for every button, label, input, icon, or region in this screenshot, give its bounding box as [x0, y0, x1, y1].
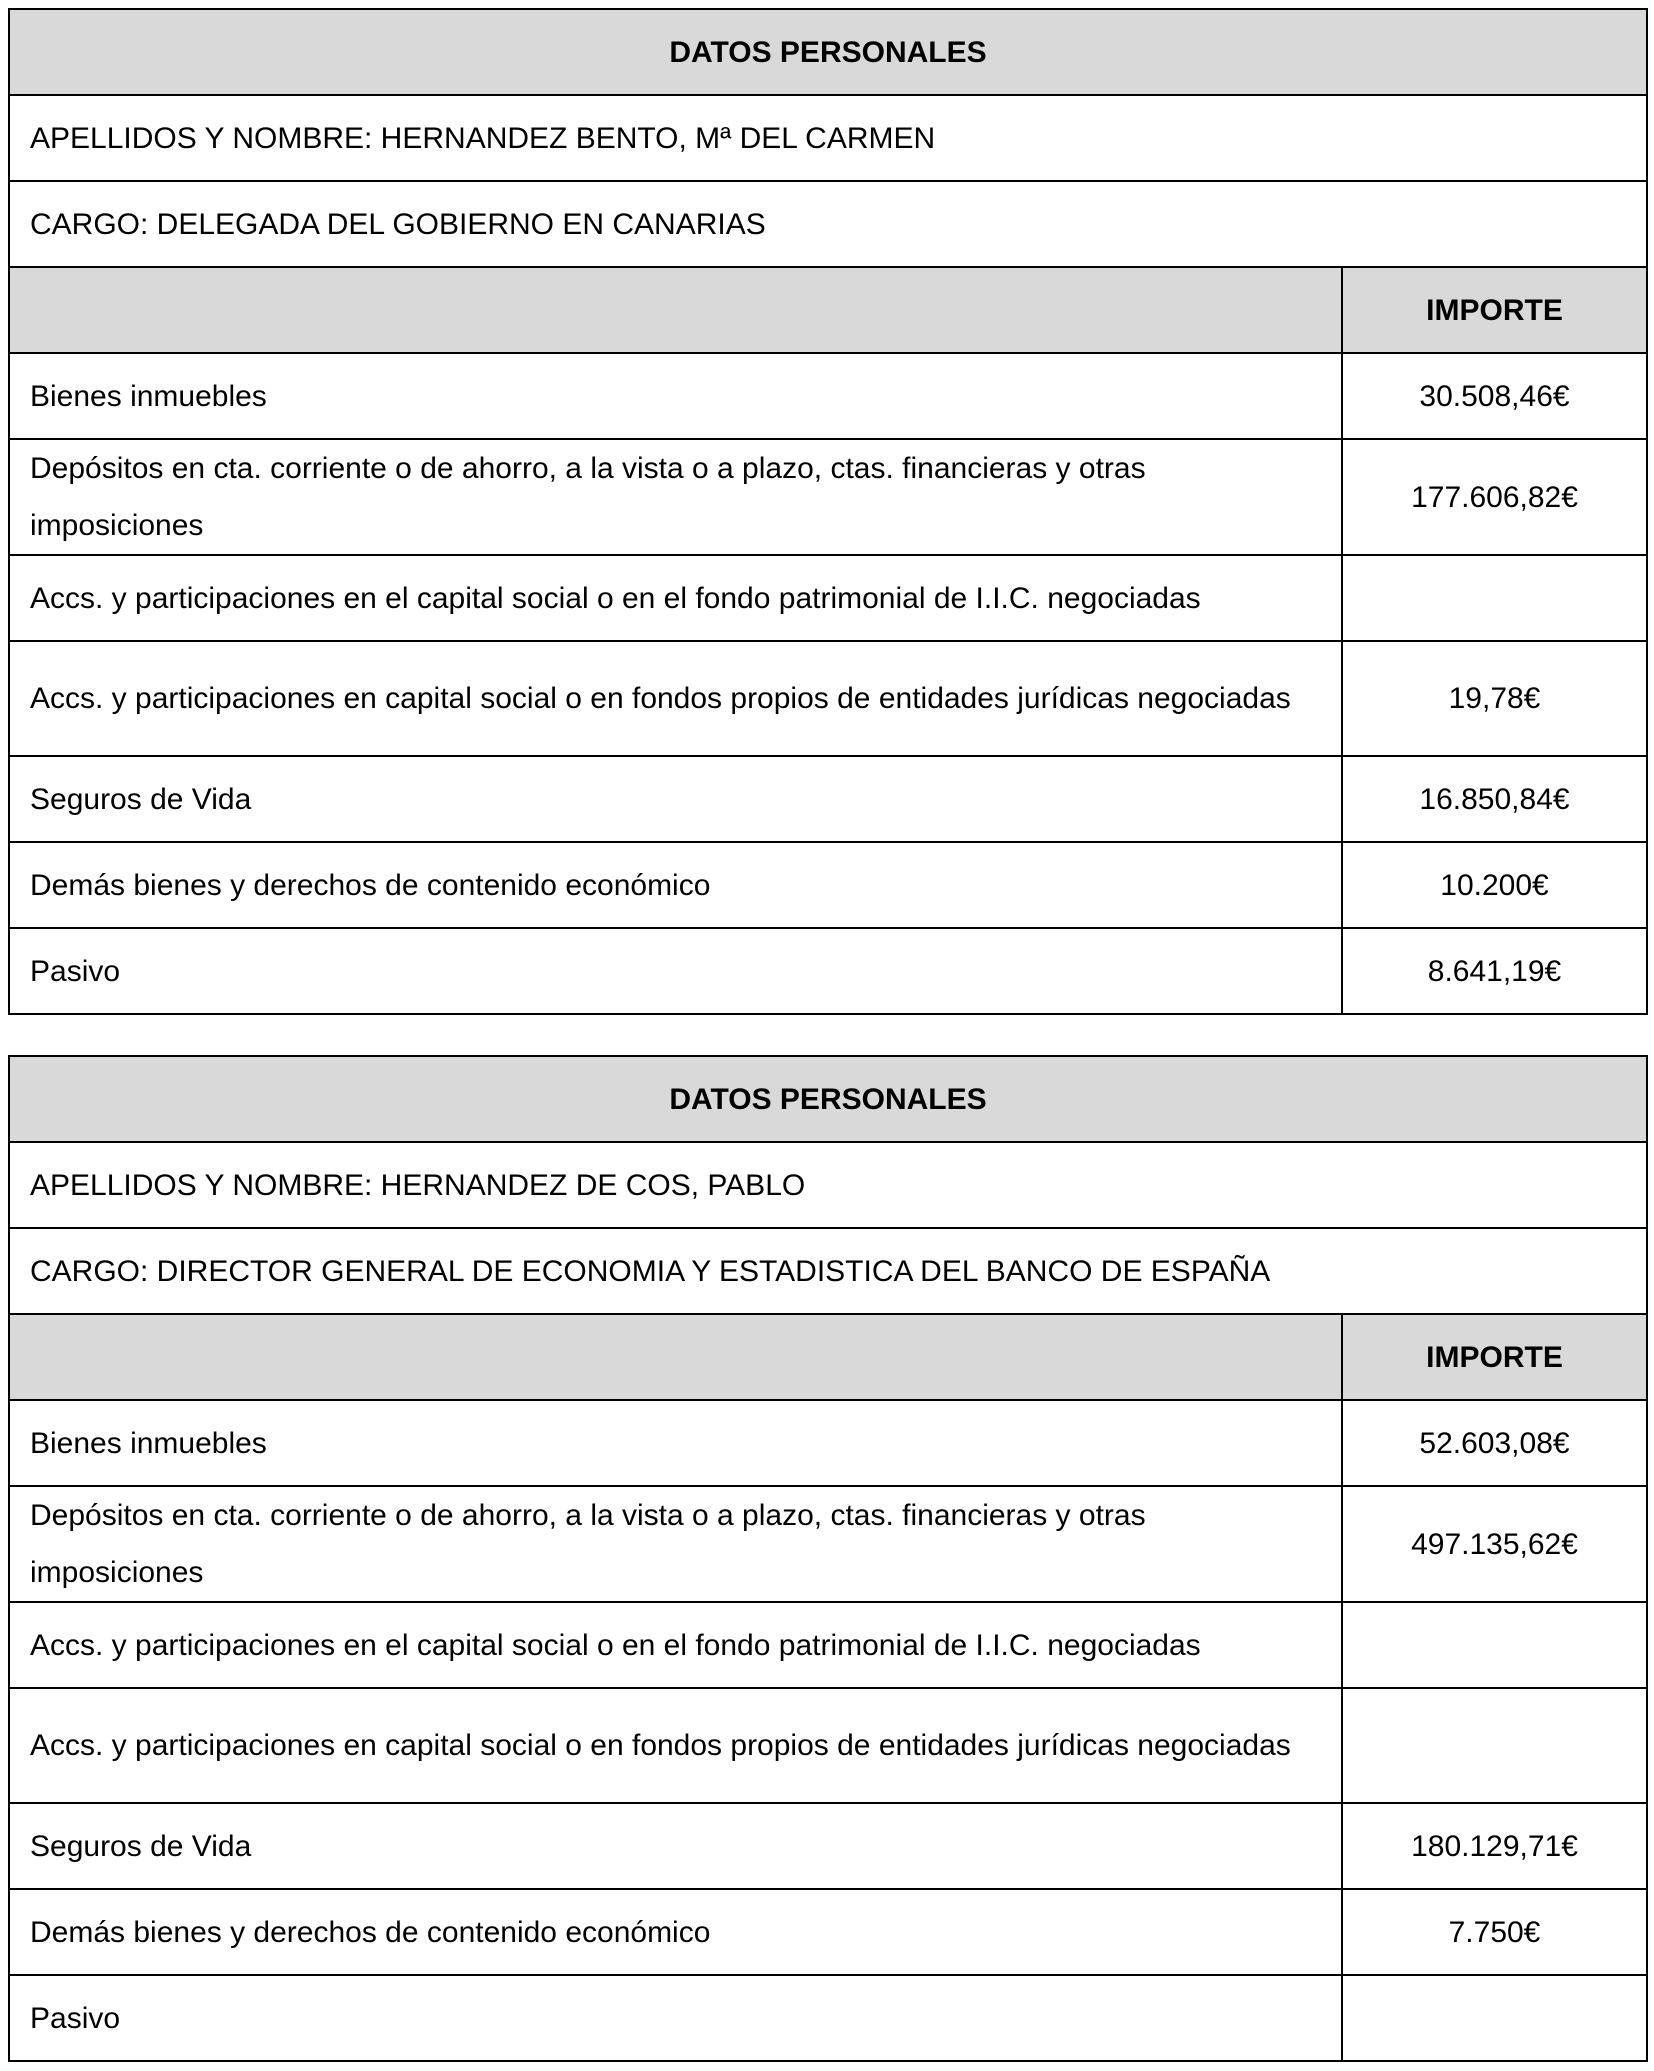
declaration-table [8, 1055, 1648, 2062]
amount-cell [1342, 1688, 1647, 1803]
full-name-field: APELLIDOS Y NOMBRE: HERNANDEZ BENTO, Mª DEL CARMEN [9, 95, 1647, 181]
amount-header: IMPORTE [1342, 1314, 1647, 1400]
amount-cell: 7.750€ [1342, 1889, 1647, 1975]
concept-cell: Accs. y participaciones en capital social o en fondos propios de entidades jurídicas negociadas [9, 641, 1342, 756]
concept-cell: Bienes inmuebles [9, 353, 1342, 439]
concept-cell: Accs. y participaciones en capital social o en fondos propios de entidades jurídicas negociadas [9, 1688, 1342, 1803]
position-field: CARGO: DELEGADA DEL GOBIERNO EN CANARIAS [9, 181, 1647, 267]
amount-cell: 10.200€ [1342, 842, 1647, 928]
amount-cell [1342, 555, 1647, 641]
table-row [9, 928, 1647, 1014]
concept-header [9, 1314, 1342, 1400]
table-row [9, 353, 1647, 439]
amount-cell: 180.129,71€ [1342, 1803, 1647, 1889]
full-name-field: APELLIDOS Y NOMBRE: HERNANDEZ DE COS, PABLO [9, 1142, 1647, 1228]
table-row [9, 439, 1647, 555]
amount-cell [1342, 1975, 1647, 2061]
amount-cell: 30.508,46€ [1342, 353, 1647, 439]
amount-cell: 52.603,08€ [1342, 1400, 1647, 1486]
column-header-row [9, 1314, 1647, 1400]
name-row [9, 1142, 1647, 1228]
amount-cell: 8.641,19€ [1342, 928, 1647, 1014]
amount-header: IMPORTE [1342, 267, 1647, 353]
amount-cell: 19,78€ [1342, 641, 1647, 756]
concept-cell: Accs. y participaciones en el capital social o en el fondo patrimonial de I.I.C. negociadas [9, 555, 1342, 641]
concept-cell: Pasivo [9, 928, 1342, 1014]
concept-cell: Demás bienes y derechos de contenido económico [9, 1889, 1342, 1975]
amount-cell: 16.850,84€ [1342, 756, 1647, 842]
section-header: DATOS PERSONALES [9, 1056, 1647, 1142]
concept-cell: Seguros de Vida [9, 756, 1342, 842]
position-row [9, 181, 1647, 267]
name-row [9, 95, 1647, 181]
table-row [9, 641, 1647, 756]
concept-cell: Bienes inmuebles [9, 1400, 1342, 1486]
amount-cell: 177.606,82€ [1342, 439, 1647, 555]
declaration-table [8, 8, 1648, 1015]
amount-cell [1342, 1602, 1647, 1688]
concept-header [9, 267, 1342, 353]
table-row [9, 842, 1647, 928]
concept-cell: Depósitos en cta. corriente o de ahorro, a la vista o a plazo, ctas. financieras y otras imposiciones [9, 1486, 1342, 1602]
concept-cell: Seguros de Vida [9, 1803, 1342, 1889]
column-header-row [9, 267, 1647, 353]
table-row [9, 1889, 1647, 1975]
section-header-row [9, 9, 1647, 95]
table-row [9, 1975, 1647, 2061]
section-header: DATOS PERSONALES [9, 9, 1647, 95]
table-row [9, 1803, 1647, 1889]
table-row [9, 1602, 1647, 1688]
amount-cell: 497.135,62€ [1342, 1486, 1647, 1602]
table-row [9, 1400, 1647, 1486]
position-field: CARGO: DIRECTOR GENERAL DE ECONOMIA Y ESTADISTICA DEL BANCO DE ESPAÑA [9, 1228, 1647, 1314]
table-row [9, 756, 1647, 842]
section-header-row [9, 1056, 1647, 1142]
position-row [9, 1228, 1647, 1314]
table-row [9, 555, 1647, 641]
concept-cell: Demás bienes y derechos de contenido económico [9, 842, 1342, 928]
concept-cell: Depósitos en cta. corriente o de ahorro, a la vista o a plazo, ctas. financieras y otras imposiciones [9, 439, 1342, 555]
table-row [9, 1486, 1647, 1602]
table-row [9, 1688, 1647, 1803]
concept-cell: Pasivo [9, 1975, 1342, 2061]
concept-cell: Accs. y participaciones en el capital social o en el fondo patrimonial de I.I.C. negociadas [9, 1602, 1342, 1688]
